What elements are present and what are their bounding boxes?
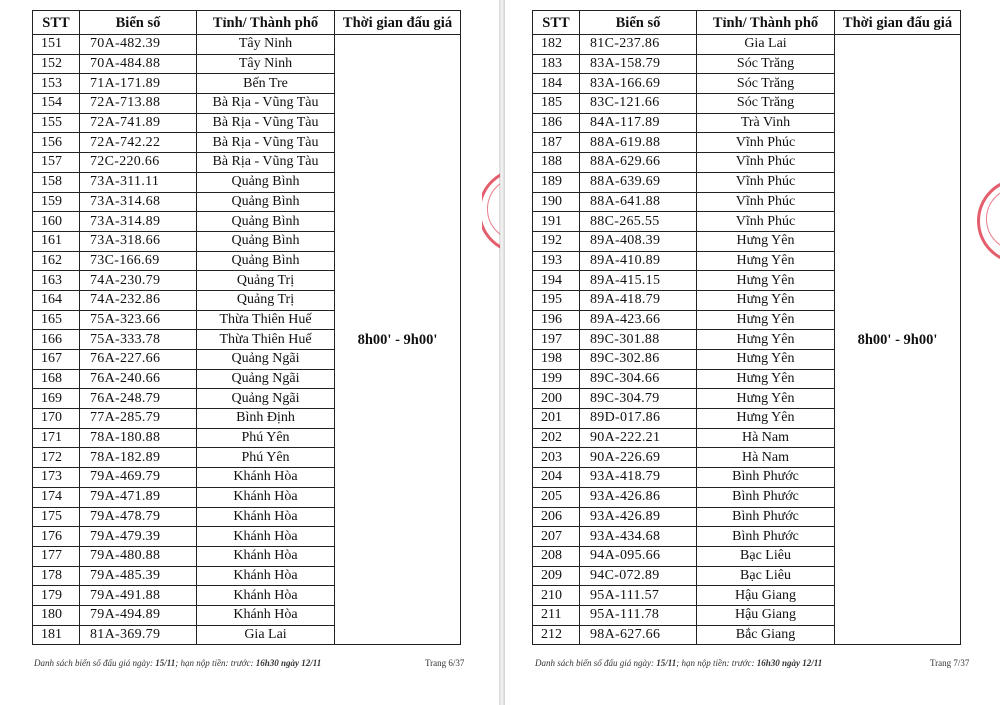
row-plate: 93A-418.79 bbox=[580, 468, 697, 488]
row-plate: 79A-469.79 bbox=[80, 468, 197, 488]
row-stt: 196 bbox=[533, 310, 580, 330]
row-province: Vĩnh Phúc bbox=[697, 212, 835, 232]
row-province: Quảng Bình bbox=[197, 212, 335, 232]
footer-middle: ; hạn nộp tiền: trước: bbox=[676, 658, 757, 668]
row-province: Quảng Ngãi bbox=[197, 369, 335, 389]
row-stt: 151 bbox=[33, 35, 80, 55]
row-province: Sóc Trăng bbox=[697, 94, 835, 114]
row-plate: 89C-304.66 bbox=[580, 369, 697, 389]
row-stt: 168 bbox=[33, 369, 80, 389]
row-province: Bắc Giang bbox=[697, 625, 835, 645]
row-plate: 94C-072.89 bbox=[580, 566, 697, 586]
table-row bbox=[533, 35, 961, 55]
page-footer-note bbox=[535, 658, 822, 668]
row-plate: 93A-434.68 bbox=[580, 527, 697, 547]
row-plate: 73A-314.68 bbox=[80, 192, 197, 212]
row-province: Quảng Trị bbox=[197, 290, 335, 310]
row-plate: 83C-121.66 bbox=[580, 94, 697, 114]
row-stt: 154 bbox=[33, 94, 80, 114]
row-province: Quảng Bình bbox=[197, 172, 335, 192]
row-province: Vĩnh Phúc bbox=[697, 192, 835, 212]
row-plate: 83A-158.79 bbox=[580, 54, 697, 74]
page-footer-note bbox=[34, 658, 321, 668]
row-province: Sóc Trăng bbox=[697, 54, 835, 74]
row-province: Khánh Hòa bbox=[197, 507, 335, 527]
row-stt: 199 bbox=[533, 369, 580, 389]
row-province: Hưng Yên bbox=[697, 231, 835, 251]
row-plate: 98A-627.66 bbox=[580, 625, 697, 645]
row-province: Khánh Hòa bbox=[197, 468, 335, 488]
row-province: Vĩnh Phúc bbox=[697, 172, 835, 192]
row-province: Bà Rịa - Vũng Tàu bbox=[197, 133, 335, 153]
row-plate: 73A-318.66 bbox=[80, 231, 197, 251]
row-stt: 166 bbox=[33, 330, 80, 350]
row-plate: 88A-641.88 bbox=[580, 192, 697, 212]
row-plate: 94A-095.66 bbox=[580, 546, 697, 566]
row-stt: 198 bbox=[533, 350, 580, 370]
row-province: Quảng Bình bbox=[197, 251, 335, 271]
row-plate: 78A-180.88 bbox=[80, 428, 197, 448]
row-stt: 211 bbox=[533, 605, 580, 625]
row-plate: 89C-304.79 bbox=[580, 389, 697, 409]
row-stt: 173 bbox=[33, 468, 80, 488]
row-plate: 83A-166.69 bbox=[580, 74, 697, 94]
table-header-row bbox=[33, 11, 461, 35]
row-province: Thừa Thiên Huế bbox=[197, 310, 335, 330]
row-province: Hà Nam bbox=[697, 448, 835, 468]
row-stt: 182 bbox=[533, 35, 580, 55]
row-plate: 89A-408.39 bbox=[580, 231, 697, 251]
table-row bbox=[33, 35, 461, 55]
red-seal-stamp bbox=[482, 160, 500, 260]
row-plate: 74A-230.79 bbox=[80, 271, 197, 291]
row-plate: 75A-333.78 bbox=[80, 330, 197, 350]
row-plate: 72A-713.88 bbox=[80, 94, 197, 114]
row-stt: 180 bbox=[33, 605, 80, 625]
row-province: Hưng Yên bbox=[697, 369, 835, 389]
row-province: Thừa Thiên Huế bbox=[197, 330, 335, 350]
row-plate: 70A-482.39 bbox=[80, 35, 197, 55]
row-plate: 90A-222.21 bbox=[580, 428, 697, 448]
row-plate: 89C-302.86 bbox=[580, 350, 697, 370]
row-plate: 89D-017.86 bbox=[580, 409, 697, 429]
row-plate: 79A-478.79 bbox=[80, 507, 197, 527]
row-province: Khánh Hòa bbox=[197, 487, 335, 507]
row-stt: 174 bbox=[33, 487, 80, 507]
row-plate: 72A-741.89 bbox=[80, 113, 197, 133]
row-province: Gia Lai bbox=[197, 625, 335, 645]
row-stt: 212 bbox=[533, 625, 580, 645]
row-stt: 160 bbox=[33, 212, 80, 232]
row-plate: 89A-423.66 bbox=[580, 310, 697, 330]
row-plate: 95A-111.57 bbox=[580, 586, 697, 606]
row-stt: 188 bbox=[533, 153, 580, 173]
row-plate: 89A-410.89 bbox=[580, 251, 697, 271]
row-province: Bình Phước bbox=[697, 468, 835, 488]
row-province: Hưng Yên bbox=[697, 409, 835, 429]
page-number: Trang 6/37 bbox=[425, 658, 465, 668]
row-province: Khánh Hòa bbox=[197, 527, 335, 547]
row-stt: 169 bbox=[33, 389, 80, 409]
row-stt: 195 bbox=[533, 290, 580, 310]
row-plate: 79A-485.39 bbox=[80, 566, 197, 586]
row-plate: 73A-311.11 bbox=[80, 172, 197, 192]
row-province: Bình Phước bbox=[697, 507, 835, 527]
row-plate: 71A-171.89 bbox=[80, 74, 197, 94]
plate-table-right bbox=[532, 10, 961, 645]
row-province: Bến Tre bbox=[197, 74, 335, 94]
row-stt: 194 bbox=[533, 271, 580, 291]
row-stt: 209 bbox=[533, 566, 580, 586]
row-province: Hưng Yên bbox=[697, 290, 835, 310]
row-stt: 185 bbox=[533, 94, 580, 114]
header-province: Tỉnh/ Thành phố bbox=[697, 11, 835, 35]
row-province: Hậu Giang bbox=[697, 605, 835, 625]
row-province: Khánh Hòa bbox=[197, 566, 335, 586]
row-plate: 70A-484.88 bbox=[80, 54, 197, 74]
row-plate: 84A-117.89 bbox=[580, 113, 697, 133]
header-stt: STT bbox=[33, 11, 80, 35]
row-province: Vĩnh Phúc bbox=[697, 153, 835, 173]
row-stt: 183 bbox=[533, 54, 580, 74]
row-stt: 187 bbox=[533, 133, 580, 153]
row-province: Bình Phước bbox=[697, 487, 835, 507]
header-time: Thời gian đấu giá bbox=[835, 11, 961, 35]
row-province: Hưng Yên bbox=[697, 271, 835, 291]
row-stt: 181 bbox=[33, 625, 80, 645]
row-stt: 171 bbox=[33, 428, 80, 448]
row-province: Quảng Ngãi bbox=[197, 389, 335, 409]
row-stt: 197 bbox=[533, 330, 580, 350]
row-stt: 206 bbox=[533, 507, 580, 527]
row-stt: 207 bbox=[533, 527, 580, 547]
header-plate: Biển số bbox=[580, 11, 697, 35]
row-stt: 201 bbox=[533, 409, 580, 429]
row-plate: 88A-639.69 bbox=[580, 172, 697, 192]
row-province: Phú Yên bbox=[197, 448, 335, 468]
header-stt: STT bbox=[533, 11, 580, 35]
row-province: Hà Nam bbox=[697, 428, 835, 448]
row-stt: 202 bbox=[533, 428, 580, 448]
row-province: Hưng Yên bbox=[697, 330, 835, 350]
row-stt: 152 bbox=[33, 54, 80, 74]
table-body-left bbox=[33, 35, 461, 645]
row-stt: 172 bbox=[33, 448, 80, 468]
row-plate: 88A-629.66 bbox=[580, 153, 697, 173]
row-stt: 191 bbox=[533, 212, 580, 232]
row-stt: 184 bbox=[533, 74, 580, 94]
row-plate: 93A-426.89 bbox=[580, 507, 697, 527]
row-province: Hưng Yên bbox=[697, 310, 835, 330]
row-plate: 81C-237.86 bbox=[580, 35, 697, 55]
row-plate: 89A-415.15 bbox=[580, 271, 697, 291]
row-stt: 203 bbox=[533, 448, 580, 468]
row-stt: 193 bbox=[533, 251, 580, 271]
document-page-right bbox=[505, 0, 1000, 705]
row-province: Vĩnh Phúc bbox=[697, 133, 835, 153]
row-plate: 75A-323.66 bbox=[80, 310, 197, 330]
row-stt: 164 bbox=[33, 290, 80, 310]
row-plate: 79A-494.89 bbox=[80, 605, 197, 625]
row-province: Quảng Bình bbox=[197, 231, 335, 251]
row-plate: 77A-285.79 bbox=[80, 409, 197, 429]
row-stt: 153 bbox=[33, 74, 80, 94]
row-plate: 74A-232.86 bbox=[80, 290, 197, 310]
row-plate: 95A-111.78 bbox=[580, 605, 697, 625]
row-province: Trà Vinh bbox=[697, 113, 835, 133]
row-plate: 78A-182.89 bbox=[80, 448, 197, 468]
table-body-right bbox=[533, 35, 961, 645]
header-time: Thời gian đấu giá bbox=[335, 11, 461, 35]
footer-date: 15/11 bbox=[155, 658, 176, 668]
row-plate: 79A-491.88 bbox=[80, 586, 197, 606]
row-province: Khánh Hòa bbox=[197, 586, 335, 606]
row-stt: 159 bbox=[33, 192, 80, 212]
row-stt: 163 bbox=[33, 271, 80, 291]
auction-time-cell: 8h00' - 9h00' bbox=[335, 35, 461, 645]
row-stt: 200 bbox=[533, 389, 580, 409]
row-plate: 76A-248.79 bbox=[80, 389, 197, 409]
row-province: Khánh Hòa bbox=[197, 605, 335, 625]
row-plate: 72C-220.66 bbox=[80, 153, 197, 173]
row-province: Quảng Ngãi bbox=[197, 350, 335, 370]
row-plate: 79A-471.89 bbox=[80, 487, 197, 507]
footer-deadline: 16h30 ngày 12/11 bbox=[756, 658, 823, 668]
page-number: Trang 7/37 bbox=[930, 658, 970, 668]
row-plate: 88C-265.55 bbox=[580, 212, 697, 232]
row-province: Bình Phước bbox=[697, 527, 835, 547]
row-province: Gia Lai bbox=[697, 35, 835, 55]
footer-prefix: Danh sách biển số đấu giá ngày: bbox=[34, 658, 156, 668]
row-plate: 93A-426.86 bbox=[580, 487, 697, 507]
row-province: Tây Ninh bbox=[197, 54, 335, 74]
row-province: Bà Rịa - Vũng Tàu bbox=[197, 113, 335, 133]
row-province: Khánh Hòa bbox=[197, 546, 335, 566]
row-stt: 177 bbox=[33, 546, 80, 566]
row-stt: 162 bbox=[33, 251, 80, 271]
row-stt: 208 bbox=[533, 546, 580, 566]
header-plate: Biển số bbox=[80, 11, 197, 35]
row-province: Sóc Trăng bbox=[697, 74, 835, 94]
row-plate: 76A-227.66 bbox=[80, 350, 197, 370]
row-stt: 190 bbox=[533, 192, 580, 212]
row-stt: 176 bbox=[33, 527, 80, 547]
row-province: Bà Rịa - Vũng Tàu bbox=[197, 153, 335, 173]
row-plate: 79A-479.39 bbox=[80, 527, 197, 547]
row-province: Hưng Yên bbox=[697, 251, 835, 271]
row-stt: 179 bbox=[33, 586, 80, 606]
row-province: Quảng Trị bbox=[197, 271, 335, 291]
row-stt: 192 bbox=[533, 231, 580, 251]
row-plate: 89A-418.79 bbox=[580, 290, 697, 310]
row-stt: 155 bbox=[33, 113, 80, 133]
row-province: Bạc Liêu bbox=[697, 546, 835, 566]
footer-prefix: Danh sách biển số đấu giá ngày: bbox=[535, 658, 657, 668]
row-stt: 161 bbox=[33, 231, 80, 251]
row-stt: 165 bbox=[33, 310, 80, 330]
row-plate: 79A-480.88 bbox=[80, 546, 197, 566]
row-stt: 170 bbox=[33, 409, 80, 429]
red-seal-stamp bbox=[975, 170, 1000, 270]
row-plate: 73C-166.69 bbox=[80, 251, 197, 271]
row-stt: 210 bbox=[533, 586, 580, 606]
row-province: Hưng Yên bbox=[697, 389, 835, 409]
footer-deadline: 16h30 ngày 12/11 bbox=[255, 658, 322, 668]
row-plate: 72A-742.22 bbox=[80, 133, 197, 153]
row-plate: 76A-240.66 bbox=[80, 369, 197, 389]
footer-date: 15/11 bbox=[656, 658, 677, 668]
table-header-row bbox=[533, 11, 961, 35]
row-plate: 88A-619.88 bbox=[580, 133, 697, 153]
row-province: Quảng Bình bbox=[197, 192, 335, 212]
row-stt: 178 bbox=[33, 566, 80, 586]
row-stt: 204 bbox=[533, 468, 580, 488]
row-stt: 189 bbox=[533, 172, 580, 192]
footer-middle: ; hạn nộp tiền: trước: bbox=[175, 658, 256, 668]
row-stt: 158 bbox=[33, 172, 80, 192]
row-plate: 89C-301.88 bbox=[580, 330, 697, 350]
plate-table-left bbox=[32, 10, 461, 645]
row-plate: 73A-314.89 bbox=[80, 212, 197, 232]
row-province: Phú Yên bbox=[197, 428, 335, 448]
row-plate: 81A-369.79 bbox=[80, 625, 197, 645]
row-province: Bạc Liêu bbox=[697, 566, 835, 586]
row-stt: 186 bbox=[533, 113, 580, 133]
row-plate: 90A-226.69 bbox=[580, 448, 697, 468]
auction-time-cell: 8h00' - 9h00' bbox=[835, 35, 961, 645]
row-province: Hưng Yên bbox=[697, 350, 835, 370]
row-province: Bà Rịa - Vũng Tàu bbox=[197, 94, 335, 114]
row-stt: 167 bbox=[33, 350, 80, 370]
row-province: Hậu Giang bbox=[697, 586, 835, 606]
row-stt: 175 bbox=[33, 507, 80, 527]
row-stt: 205 bbox=[533, 487, 580, 507]
row-province: Tây Ninh bbox=[197, 35, 335, 55]
header-province: Tỉnh/ Thành phố bbox=[197, 11, 335, 35]
row-stt: 157 bbox=[33, 153, 80, 173]
row-province: Bình Định bbox=[197, 409, 335, 429]
row-stt: 156 bbox=[33, 133, 80, 153]
